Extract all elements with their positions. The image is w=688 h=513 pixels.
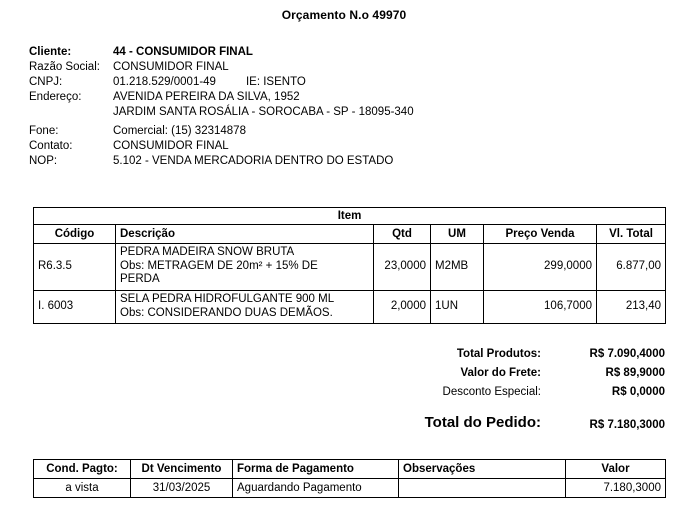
payment-table-header-row <box>34 460 666 479</box>
column-header-valor: Valor <box>566 460 666 479</box>
cell-observacoes <box>399 479 566 498</box>
info-row-contato <box>29 139 529 154</box>
info-label-razao-social: Razão Social: <box>29 61 100 73</box>
column-header-qtd: Qtd <box>374 225 431 244</box>
value-total-pedido: R$ 7.180,3000 <box>589 419 665 431</box>
info-value-endereco-cont: JARDIM SANTA ROSÁLIA - SOROCABA - SP - 18095-340 <box>113 106 414 118</box>
cell-descricao <box>116 291 374 324</box>
info-label-fone: Fone: <box>29 125 59 137</box>
info-value-endereco: AVENIDA PEREIRA DA SILVA, 1952 <box>113 91 300 103</box>
column-header-cond-pagto: Cond. Pagto: <box>34 460 131 479</box>
info-label-nop: NOP: <box>29 155 58 167</box>
cell-qtd: 23,0000 <box>374 244 431 291</box>
table-row <box>34 291 666 324</box>
info-row-nop <box>29 154 529 169</box>
cell-vl-total: 213,40 <box>597 291 666 324</box>
cell-um: M2MB <box>431 244 484 291</box>
info-value-fone: Comercial: (15) 32314878 <box>113 125 246 137</box>
totals-row-total-produtos <box>380 348 665 367</box>
cell-qtd: 2,0000 <box>374 291 431 324</box>
info-value-cnpj <box>113 75 529 90</box>
info-value-contato: CONSUMIDOR FINAL <box>113 140 229 152</box>
label-desconto-especial: Desconto Especial: <box>442 386 541 398</box>
cell-um: 1UN <box>431 291 484 324</box>
value-total-produtos: R$ 7.090,4000 <box>589 348 665 360</box>
value-valor-frete: R$ 89,9000 <box>605 367 665 379</box>
cell-cond-pagto: a vista <box>34 479 131 498</box>
totals-row-desconto-especial <box>380 386 665 405</box>
column-header-descricao: Descrição <box>116 225 374 244</box>
table-row <box>34 244 666 291</box>
totals-row-valor-frete <box>380 367 665 386</box>
items-table-banner-row <box>34 208 666 225</box>
cnpj-number: 01.218.529/0001-49 <box>113 76 216 88</box>
cell-valor: 7.180,3000 <box>566 479 666 498</box>
items-table-header-row <box>34 225 666 244</box>
info-row-cliente <box>29 45 529 60</box>
column-header-codigo: Código <box>34 225 116 244</box>
info-label-endereco: Endereço: <box>29 91 82 103</box>
descricao-line: Obs: METRAGEM DE 20m² + 15% DE <box>120 259 318 272</box>
column-header-vl-total: Vl. Total <box>597 225 666 244</box>
info-value-cliente: 44 - CONSUMIDOR FINAL <box>113 46 253 58</box>
cell-preco-venda: 106,7000 <box>484 291 597 324</box>
cell-preco-venda: 299,0000 <box>484 244 597 291</box>
info-value-nop: 5.102 - VENDA MERCADORIA DENTRO DO ESTADO <box>113 155 394 167</box>
info-label-contato: Contato: <box>29 140 73 152</box>
cell-vl-total: 6.877,00 <box>597 244 666 291</box>
cell-forma-pagamento: Aguardando Pagamento <box>233 479 399 498</box>
cell-dt-vencimento: 31/03/2025 <box>131 479 233 498</box>
totals-row-total-pedido <box>380 405 665 431</box>
cell-descricao <box>116 244 374 291</box>
info-row-razao-social <box>29 60 529 75</box>
info-row-fone <box>29 124 529 139</box>
ie-value: IE: ISENTO <box>245 76 306 88</box>
items-table <box>33 207 666 324</box>
info-value-razao-social: CONSUMIDOR FINAL <box>113 61 229 73</box>
info-label-cnpj: CNPJ: <box>29 76 63 88</box>
payment-conditions-table <box>33 459 666 498</box>
column-header-dt-vencimento: Dt Vencimento <box>131 460 233 479</box>
info-row-endereco <box>29 90 529 105</box>
info-label-cliente: Cliente: <box>29 46 72 58</box>
column-header-preco-venda: Preço Venda <box>484 225 597 244</box>
info-row-cnpj <box>29 75 529 90</box>
customer-info-block <box>29 45 529 169</box>
descricao-line: SELA PEDRA HIDROFULGANTE 900 ML <box>120 293 335 305</box>
descricao-line: PERDA <box>120 273 160 285</box>
value-desconto-especial: R$ 0,0000 <box>611 386 665 398</box>
items-table-banner: Item <box>34 208 666 225</box>
descricao-line: PEDRA MADEIRA SNOW BRUTA <box>120 246 295 258</box>
document-title: Orçamento N.o 49970 <box>281 8 407 22</box>
label-valor-frete: Valor do Frete: <box>460 367 541 379</box>
cell-codigo: R6.3.5 <box>34 244 116 291</box>
table-row <box>34 479 666 498</box>
column-header-um: UM <box>431 225 484 244</box>
totals-block <box>380 348 665 431</box>
column-header-observacoes: Observações <box>399 460 566 479</box>
cell-codigo: I. 6003 <box>34 291 116 324</box>
column-header-forma-pagamento: Forma de Pagamento <box>233 460 399 479</box>
descricao-line: Obs: CONSIDERANDO DUAS DEMÃOS. <box>120 306 333 319</box>
label-total-produtos: Total Produtos: <box>456 348 541 360</box>
info-row-endereco-cont <box>29 105 529 120</box>
label-total-pedido: Total do Pedido: <box>424 414 541 431</box>
